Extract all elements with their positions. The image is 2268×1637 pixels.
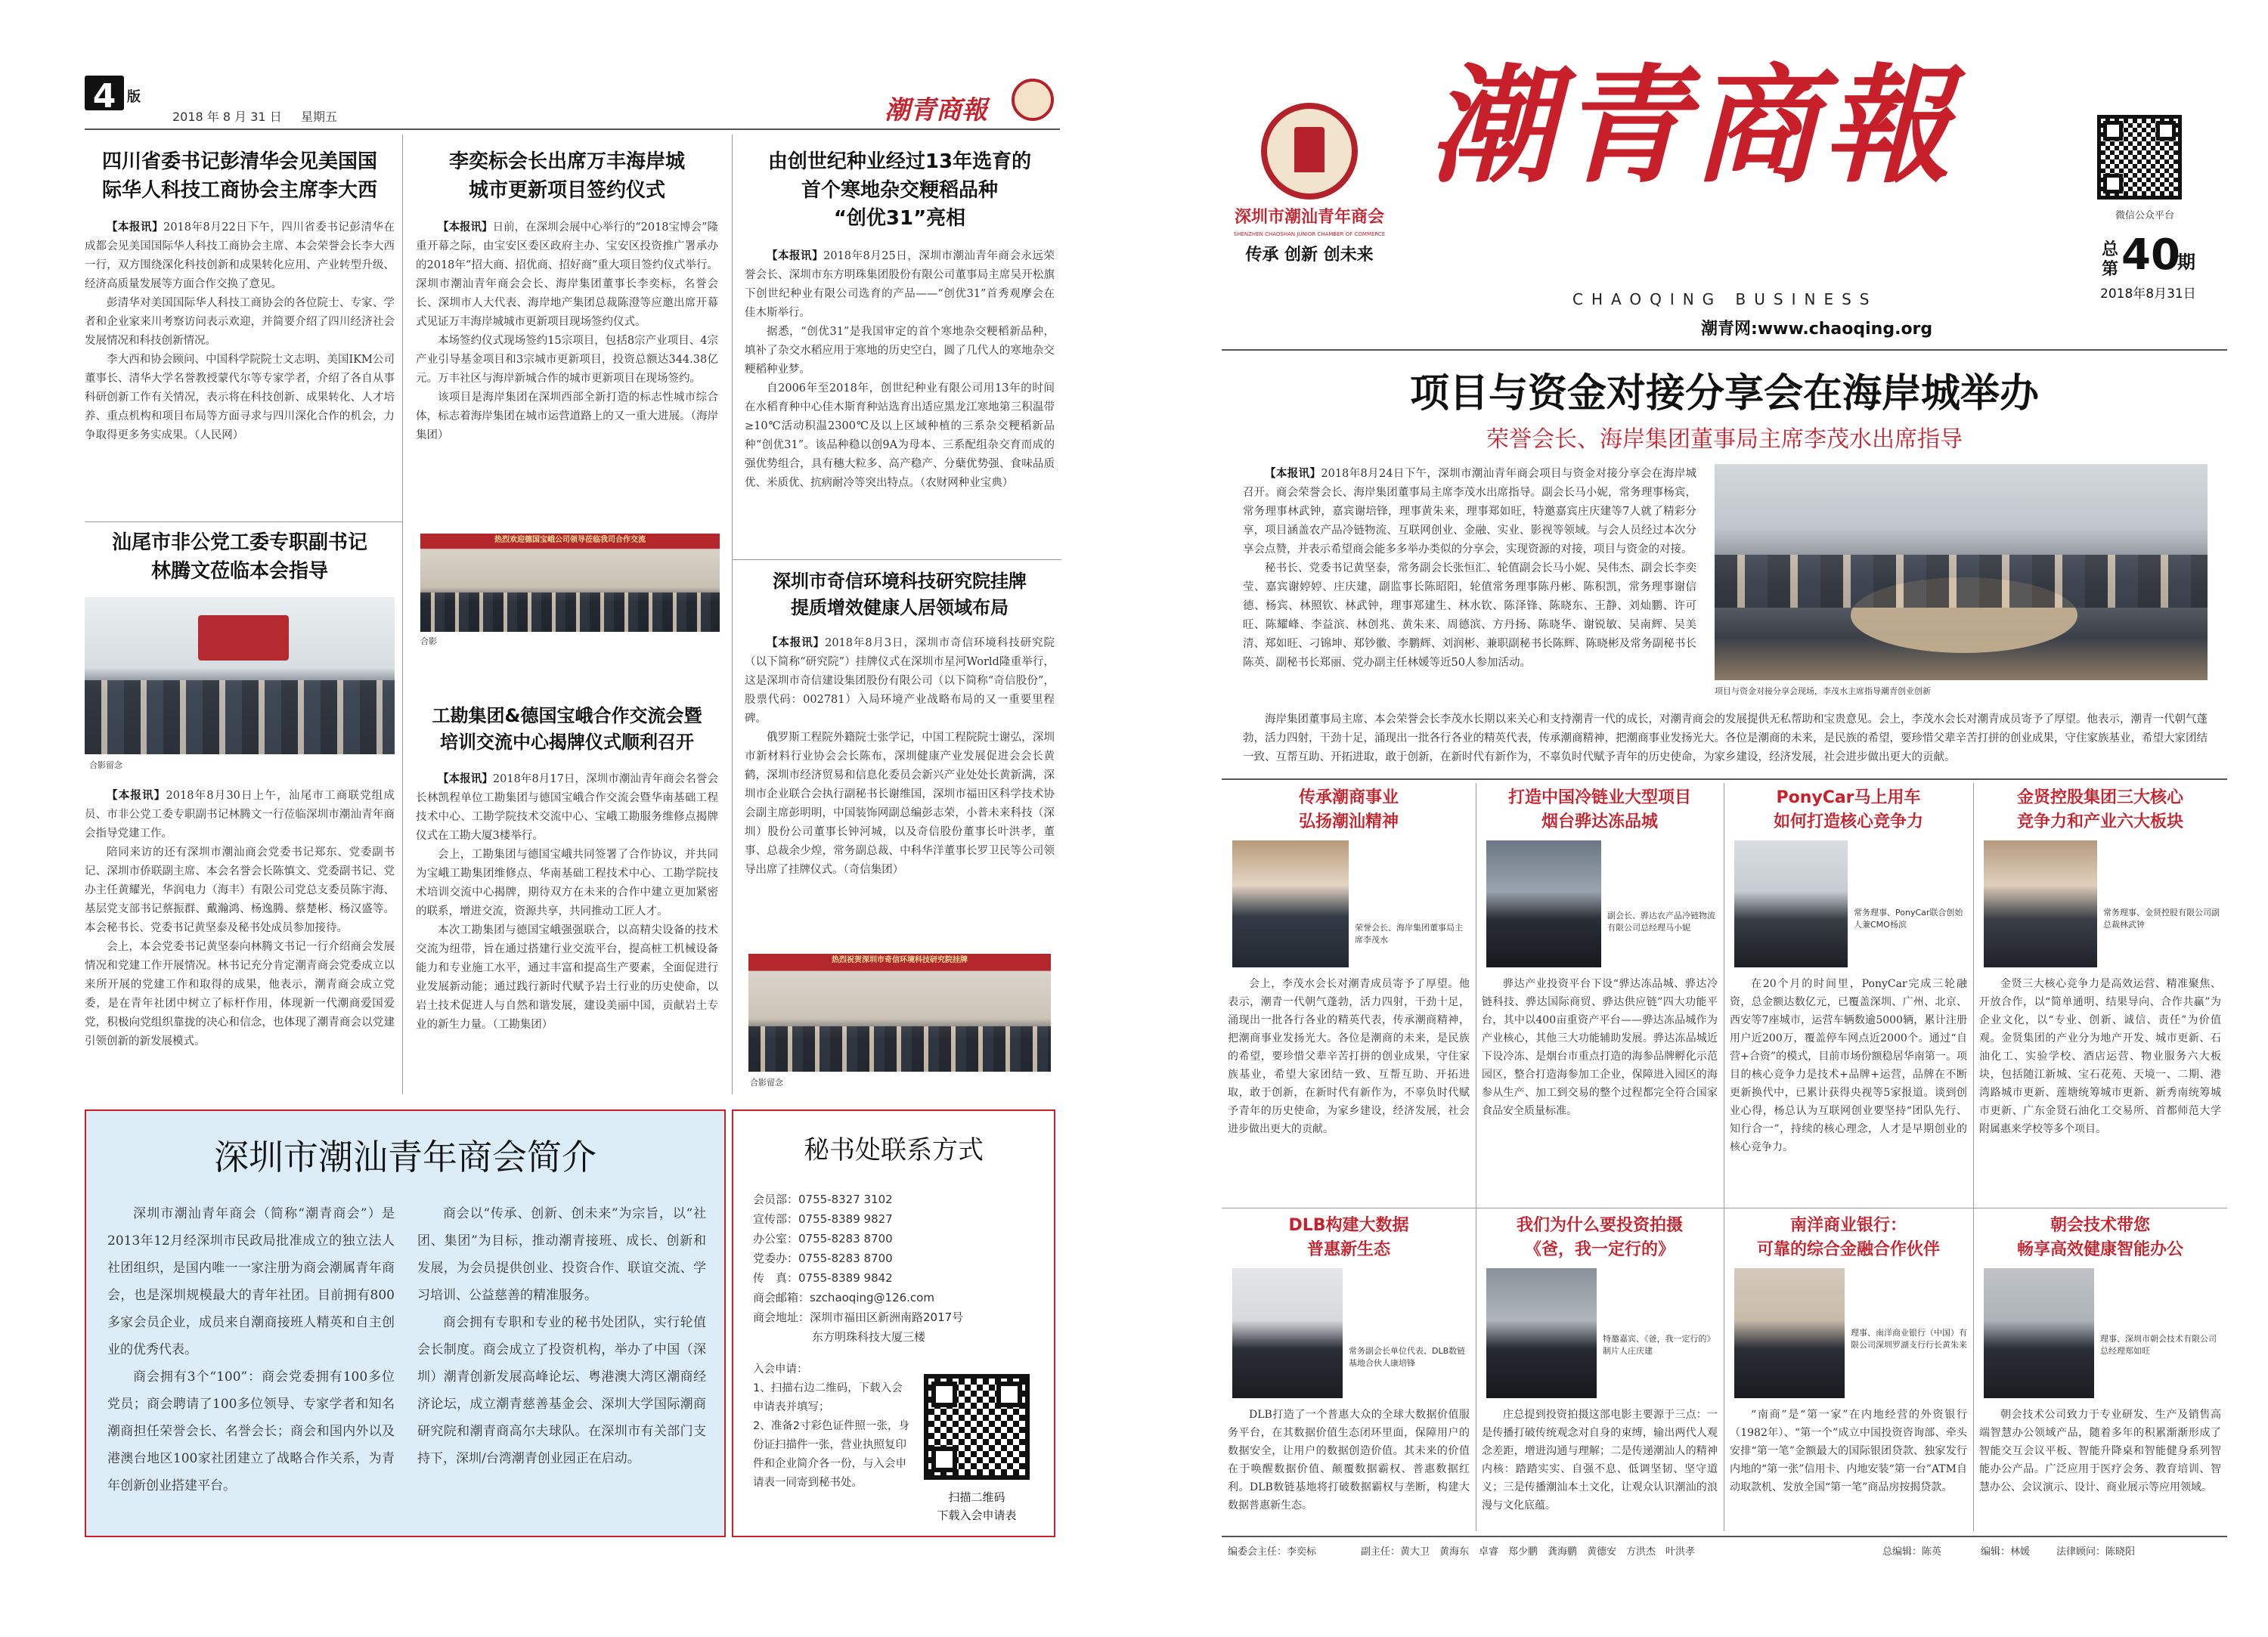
page-number: 4 — [92, 77, 116, 116]
feature-1-title: 传承潮商事业 弘扬潮汕精神 — [1298, 788, 1399, 831]
article-5-body: 【本报讯】2018年8月17日，深圳市潮汕青年商会名誉会长林凯程单位工勘集团与德国宝峨合作交流会暨华南基础工程技术中心、工勘学院技术交流中心、宝峨工勘服务维修点揭牌仪式在工勘大厦3楼举行。 会上，工勘集团与德国宝峨共同签署了合作协议，并共同为宝峨工勘集团维修点、华南基础工程技术中心、工勘学院技术培训交流中心揭牌，期待双方在未来的合作中建立更加紧密的联系，增进交流，资源共享，共同推动工匠人才。 本次工勘集团与德国宝峨强强联合，以高精尖设备的技术交流为纽带，旨在通过搭建行业交流平台，提高桩工机械设备能力和专业施工水平，通过丰富和提高生产要素，全面促进行业发展新动能；通过践行新时代赋予岩土行业的历史使命，以岩土技术促进人与自然和谐发展，建设美丽中国，贡献岩土专业的新生力量。（工勘集团） — [416, 772, 718, 1031]
feature-3-text: 在20个月的时间里，PonyCar完成三轮融资，总金额达数亿元，已覆盖深圳、广州、北京、西安等7座城市，运营车辆数逾5000辆，累计注册用户近200万，覆盖停车网点近2000个。通过“自营+合资”的模式，目前市场份额稳居华南第一。项目的核心竞争力是技术+品牌+运营，品牌在不断更新换代中，已累计获得央视等5家报道。谈到创业心得，杨总认为互联网创业要坚持“团队先行、知行合一”，持续的核心理念，人才是早期创业的核心竞争力。 — [1730, 978, 1967, 1153]
contact-box — [732, 1109, 1055, 1537]
small-seal-icon — [1012, 79, 1054, 121]
feature-3-photo — [1734, 840, 1848, 967]
feature-5-caption: 常务副会长单位代表、DLB数链基地合伙人康培锋 — [1349, 1346, 1466, 1368]
qr-caption-2: 下载入会申请表 — [937, 1509, 1017, 1522]
issue-date: 2018年8月31日 — [2100, 286, 2196, 302]
footer-editor-chief: 编委会主任：李奕标 — [1228, 1546, 1317, 1558]
article-4-title: 汕尾市非公党工委专职副书记 林腾文莅临本会指导 — [111, 531, 367, 583]
issue-prefix: 总第 — [2101, 240, 2118, 279]
small-logo-text: 潮青商報 — [885, 95, 987, 125]
footer-deputies: 副主任：黄大卫 黄海东 卓睿 郑少鹏 龚海鹏 黄德安 方洪杰 叶洪孝 — [1361, 1546, 1696, 1558]
main-meeting-photo — [1715, 464, 2208, 680]
feature-4-title: 金贤控股集团三大核心 竞争力和产业六大板块 — [2016, 788, 2183, 831]
article-4-body: 【本报讯】2018年8月30日上午，汕尾市工商联党组成员、市非公党工委专职副书记林腾文一行莅临深圳市潮汕青年商会指导党建工作。 陪同来访的还有深圳市潮汕商会党委书记郑东、党委副书记、深圳市侨联副主席、本会名誉会长陈慎文、党委副书记、党办主任黄耀光，华润电力（海丰）有限公司党总支委员陈宇海、基层党支部书记蔡振群、戴瀚鸿、杨逸腾、蔡楚彬、杨汉盛等。本会秘书长、党委书记黄坚泰及秘书处成员参加接待。 会上，本会党委书记黄坚泰向林腾文书记一行介绍商会发展情况和党建工作开展情况。林书记充分肯定潮青商会党委成立以来所开展的党建工作和取得的成果，他表示，潮青商会成立党委，是在青年社团中树立了标杆作用，体现新一代潮商爱国爱党，积极向党组织靠拢的决心和信念，也体现了潮青商会以党建引领创新的新发展模式。 — [85, 789, 395, 1047]
feature-8-title: 朝会技术带您 畅享高效健康智能办公 — [2016, 1216, 2183, 1259]
main-story-col-2: 海岸集团董事局主席、本会荣誉会长李茂水长期以来关心和支持潮青一代的成长，对潮青商会的发展提供无私帮助和宝贵意见。会上，李茂水会长对潮青成员寄予了厚望。他表示，潮青一代朝气蓬勃，活力四射，干劲十足，涌现出一批各行各业的精英代表，传承潮商精神，把潮商事业发扬光大。各位是潮商的未来，是民族的希望，要珍惜父辈辛苦打拼的创业成果，守住家族基业，希望大家团结一致、互帮互助、开拓进取，敢于创新，在新时代有新作为，不辜负时代赋予青年的历史使命，为家乡建设，经济发展，社会进步做出更大的贡献。 — [1243, 713, 2208, 763]
feature-1-caption: 荣誉会长、海岸集团董事局主席李茂水 — [1355, 923, 1463, 945]
group-photo-qixin: 热烈祝贺深圳市奇信环境科技研究院挂牌 — [748, 954, 1051, 1072]
photo-caption-qixin: 合影留念 — [750, 1078, 783, 1088]
intro-box — [85, 1109, 726, 1537]
join-qr-code-icon[interactable] — [924, 1374, 1030, 1480]
feature-7-title: 南洋商业银行： 可靠的综合金融合作伙伴 — [1756, 1216, 1940, 1259]
article-1-body: 【本报讯】2018年8月22日下午，四川省委书记彭清华在成都会见美国国际华人科技工商协会主席、本会荣誉会长李大西一行，双方围绕深化科技创新和成果转化应用、产业转型升级、经济高质量发展等方面合作交换了意见。 彭清华对美国国际华人科技工商协会的各位院士、专家、学者和企业家来川考察访问表示欢迎，并简要介绍了四川经济社会发展情况和科技创新情况。 李大西和协会顾问、中国科学院院士文志明、美国IKM公司董事长、清华大学名誉教授蒙代尔等专家学者，介绍了各自从事科研创新工作有关情况，表示将在科技创新、成果转化、人才培养、重点机构和项目布局等方面寻求与四川深化合作的机会，力争取得更多务实成果。（人民网） — [85, 221, 395, 441]
main-story-col-1: 【本报讯】2018年8月24日下午，深圳市潮汕青年商会项目与资金对接分享会在海岸城召开。商会荣誉会长、海岸集团董事局主席李茂水出席指导。副会长马小妮，常务理事杨宾，常务理事林武钟，嘉宾谢培锋，理事黄朱来，理事郑如旺，特邀嘉宾庄庆建等7人就了精彩分享，项目涵盖农产品冷链物流、互联网创业、金融、实业、影视等领域。与会人员经过本次分享会点赞，并表示希望商会能多多举办类似的分享会，实现资源的对接，项目与资金的对接。 秘书长、党委书记黄坚泰，常务副会长张恒汇、轮值副会长马小妮、吴伟杰、副会长李奕莹、嘉宾谢婷婷、庄庆建，副监事长陈昭阳，轮值常务理事陈丹彬、陈积凯，常务理事谢信德、杨宾、林照钦、林武钟，理事郑建生、林水钦、陈泽锋、陈晓东、王静、刘灿鹏、许可旺、陈耀峰、李益滨、林创兆、黄朱来、周德滨、方丹扬、陈晓华、谢锐敏、吴南辉、吴美清、郑如旺、刁锦坤、郑钞徽、李鹏辉、刘润彬、兼职副秘书长陈辉、陈晓彬及常务副秘书长陈英、副秘书长郑丽、党办副主任林媛等近50人参加活动。 — [1243, 467, 1696, 669]
feature-6-title: 我们为什么要投资拍摄 《爸，我一定行的》 — [1516, 1216, 1683, 1259]
association-slogan: 传承 创新 创未来 — [1245, 246, 1374, 265]
feature-8-text: 朝会技术公司致力于专业研发、生产及销售高端智慧办公领域产品，随着多年的积累渐渐形成了智能交互会议平板、智能升降桌和智能健身系列智能办公产品。广泛应用于医疗会务、教育培训、智慧办公、会议演示、设计、商业展示等应用领域。 — [1979, 1409, 2221, 1493]
group-photo-baoe: 热烈欢迎德国宝峨公司领导莅临我司合作交流 — [420, 534, 720, 632]
feature-5-title: DLB构建大数据 普惠新生态 — [1288, 1216, 1409, 1259]
footer-legal: 法律顾问：陈晓阳 — [2056, 1546, 2136, 1558]
feature-6-text: 庄总提到投资拍摄这部电影主要源于三点：一是传播打破传统观念对自身的束缚，输出两代人观念差距，增进沟通与理解；二是传递潮汕人的精神内核：踏踏实实、自强不息、低调坚韧、坚守道义；三是传播潮汕本土文化，让观众认识潮汕的浪漫与文化底蕴。 — [1482, 1409, 1718, 1512]
intro-title: 深圳市潮汕青年商会简介 — [214, 1137, 596, 1177]
article-1-title: 四川省委书记彭清华会见美国国 际华人科技工商协会主席李大西 — [101, 150, 377, 202]
page-weekday: 星期五 — [301, 110, 338, 124]
feature-3-title: PonyCar马上用车 如何打造核心竞争力 — [1773, 788, 1923, 831]
feature-3-caption: 常务理事、PonyCar联合创始人兼CMO杨滨 — [1854, 908, 1963, 930]
group-photo-shanwei — [85, 597, 395, 754]
photo-caption-baoe: 合影 — [420, 636, 437, 646]
headline: 项目与资金对接分享会在海岸城举办 — [1409, 371, 2039, 416]
feature-4-text: 金贤三大核心竞争力是高效运营、精准聚焦、开放合作，以“简单通明、结果导向、合作共赢”为企业文化，以“专业、创新、诚信、责任”为价值观。金贤集团的产业分为地产开发、城市更新、石油化工、实验学校、酒店运营、物业服务六大板块，包括随江新城、宝石花苑、天境一、二期、港湾路城市更新、莲塘统筹城市更新、新秀南统筹城市更新、广东金贤石油化工交易所、首都师范大学附属惠来学校等多个项目。 — [1979, 978, 2221, 1135]
feature-6-photo — [1486, 1268, 1597, 1398]
association-name-en: SHENZHEN CHAOSHAN JUNIOR CHAMBER OF COMMERCE — [1233, 231, 1386, 237]
feature-7-photo — [1734, 1268, 1845, 1398]
footer-editor: 编辑：林媛 — [1981, 1546, 2031, 1558]
feature-7-caption: 理事、南洋商业银行（中国）有限公司深圳罗湖支行行长黄朱来 — [1851, 1328, 1967, 1350]
article-3-body: 【本报讯】2018年8月25日，深圳市潮汕青年商会永远荣誉会长、深圳市东方明珠集团股份有限公司董事局主席吴开松旗下创世纪种业有限公司选育的产品——“创优31”首秀观摩会在佳木斯举行。 据悉，“创优31”是我国审定的首个寒地杂交粳稻新品种，填补了杂交水稻应用于寒地的历史空白，圆了几代人的寒地杂交粳稻种业梦。 自2006年至2018年，创世纪种业有限公司用13年的时间在水稻育种中心佳木斯育种站选育出适应黑龙江寒地第三积温带≥10℃活动积温2300℃及以上区域种植的三系杂交粳稻新品种“创优31”。该品种稳以创9A为母本、三系配组杂交育而成的强优势组合，具有穗大粒多、高产稳产、分蘖优势强、食味品质优、米质优、抗病耐冷等突出特点。（农财网种业宝典） — [745, 249, 1055, 489]
feature-8-photo — [1984, 1268, 2094, 1398]
feature-1-text: 会上，李茂水会长对潮青成员寄予了厚望。他表示，潮青一代朝气蓬勃，活力四射，干劲十足，涌现出一批各行各业的精英代表，传承潮商精神，把潮商事业发扬光大。各位是潮商的未来，是民族的希望，要珍惜父辈辛苦打拼的创业成果，守住家族基业，希望大家团结一致、互帮互助、开拓进取，敢于创新，在新时代有新作为，不辜负时代赋予青年的历史使命，为家乡建设，经济发展，社会进步做出更大的贡献。 — [1228, 978, 1470, 1135]
association-name: 深圳市潮汕青年商会 — [1234, 208, 1384, 227]
contact-lines: 会员部：0755-8327 3102 宣传部：0755-8389 9827 办公室：0755-8283 8700 党委办：0755-8283 8700 传 真：0755-8389 9842 商会邮箱：szchaoqing@126.com 商会地址：深圳市福田区新洲南路2017号 东方明珠科技大厦三楼 — [753, 1193, 964, 1344]
feature-6-caption: 特邀嘉宾、《爸，我一定行的》制片人庄庆建 — [1603, 1334, 1715, 1356]
qr-caption-1: 扫描二维码 — [948, 1490, 1005, 1504]
left-page — [0, 0, 1089, 1637]
right-page — [1179, 0, 2268, 1637]
intro-col-1: 深圳市潮汕青年商会（简称“潮青商会”）是2013年12月经深圳市民政局批准成立的独立法人社团组织，是国内唯一一家注册为商会潮属青年商会，也是深圳规模最大的青年社团。目前拥有800多家会员企业，成员来自潮商接班人精英和自主创业的优秀代表。 商会拥有3个“100”：商会党委拥有100多位党员；商会聘请了100多位领导、专家学者和知名潮商担任荣誉会长、名誉会长；商会和国内外以及港澳台地区100家社团建立了战略合作关系，为青年创新创业搭建平台。 — [107, 1206, 395, 1493]
article-2-title: 李奕标会长出席万丰海岸城 城市更新项目签约仪式 — [448, 150, 685, 202]
page-suffix: 版 — [127, 89, 141, 105]
feature-7-text: “南商”是“第一家”在内地经营的外资银行（1982年）、“第一个”成立中国投资咨询部、牵头安排“第一笔”金额最大的国际银团贷款、独家发行内地的“第一张”信用卡、内地安装“第一台”ATM自动取款机、发放全国“第一笔”商品房按揭贷款。 — [1730, 1409, 1967, 1493]
association-seal-icon — [1261, 103, 1358, 200]
masthead-en: CHAOQING BUSINESS — [1572, 290, 1878, 308]
contact-title: 秘书处联系方式 — [804, 1135, 984, 1165]
page-date: 2018 年 8 月 31 日 — [172, 110, 282, 124]
feature-2-text: 骅达产业投资平台下设“骅达冻品城、骅达冷链科技、骅达国际商贸、骅达供应链”四大功能平台，其中以400亩重资产平台——骅达冻品城作为产业核心，其他三大功能辅助发展。骅达冻品城近下设冷冻、是烟台市重点打造的海参品牌孵化示范园区，整合打造海参加工企业，保障进入园区的海参从生产、加工到交易的整个过程都完全符合国家食品安全质量标准。 — [1482, 978, 1718, 1117]
intro-col-2: 商会以“传承、创新、创未来”为宗旨，以“社团、集团”为目标，推动潮青接班、成长、创新和发展，为会员提供创业、投资合作、联谊交流、学习培训、公益慈善的精准服务。 商会拥有专职和专业的秘书处团队，实行轮值会长制度。商会成立了投资机构，举办了中国（深圳）潮青创新发展高峰论坛、粤港澳大湾区潮商经济论坛，成立潮青慈善基金会、深圳大学国际潮商研究院和潮青商高尔夫球队。在深圳市有关部门支持下，深圳/台湾潮青创业园正在启动。 — [417, 1206, 706, 1466]
wechat-qr-code-icon[interactable] — [2097, 115, 2182, 200]
feature-4-photo — [1984, 840, 2097, 967]
feature-5-text: DLB打造了一个普惠大众的全球大数据价值服务平台，在其数据价值生态闭环里面，保障用户的数据安全，让用户的数据创造价值。其未来的价值在于唤醒数据价值、颠覆数据霸权、普惠数据红利。DLB数链基地将打破数据霸权与垄断，构建大数据普惠新生态。 — [1228, 1409, 1470, 1512]
feature-2-photo — [1486, 840, 1601, 967]
feature-2-title: 打造中国冷链业大型项目 烟台骅达冻品城 — [1507, 788, 1691, 831]
masthead-title: 潮青商報 — [1429, 51, 1955, 200]
main-photo-caption: 项目与资金对接分享会现场，李茂水主席指导潮青创业创新 — [1715, 686, 1931, 696]
footer-chief-editor: 总编辑：陈英 — [1882, 1546, 1942, 1558]
subheadline: 荣誉会长、海岸集团董事局主席李茂水出席指导 — [1486, 426, 1963, 453]
article-3-title: 由创世纪种业经过13年选育的 首个寒地杂交粳稻品种 “创优31”亮相 — [767, 150, 1032, 231]
photo-caption-shanwei: 合影留念 — [89, 760, 122, 770]
article-6-body: 【本报讯】2018年8月3日，深圳市奇信环境科技研究院（以下简称“研究院”）挂牌仪式在深圳市星河World隆重举行，这是深圳市奇信建设集团股份有限公司（以下简称“奇信股份”，股票代码：002781）入局环境产业战略布局的又一重要里程碑。 俄罗斯工程院外籍院士张学记，中国工程院院士谢弘，深圳市新材料行业协会会长陈布，深圳健康产业发展促进会会长黄鹤，深圳市经济贸易和信息化委员会新兴产业处处长黄新满，深圳市企业联合会执行副秘书长谢维国，深圳市福田区科学技术协会副主席彭明明，中国装饰网副总编彭志荣，小普未来科技（深圳）股份公司董事长钟河城，以及奇信股份董事长叶洪孝，董事、总裁余少煌，常务副总裁、中科华洋董事长罗卫民等公司领导出席了挂牌仪式。（奇信集团） — [745, 636, 1055, 876]
feature-4-caption: 常务理事、金贤控股有限公司副总裁林武钟 — [2103, 908, 2220, 930]
wechat-label: 微信公众平台 — [2115, 210, 2175, 221]
issue-suffix: 期 — [2177, 252, 2195, 273]
article-5-title: 工勘集团&德国宝峨合作交流会暨 培训交流中心揭牌仪式顺利召开 — [432, 705, 702, 753]
article-2-body: 【本报讯】日前，在深圳会展中心举行的“2018宝博会”隆重开幕之际，由宝安区委区政府主办、宝安区投资推广署承办的2018年“招大商、招优商、招好商”重大项目签约仪式举行。深圳市潮汕青年商会会长、海岸集团董事长李奕标，名誉会长、深圳市人大代表、海岸地产集团总裁陈澄等应邀出席开幕式见证万丰海岸城城市更新项目现场签约仪式。 本场签约仪式现场签约15宗项目，包括8宗产业项目、4宗产业引导基金项目和3宗城市更新项目，投资总额达344.38亿元。万丰社区与海岸新城合作的城市更新项目在现场签约。 该项目是海岸集团在深圳西部全新打造的标志性城市综合体，标志着海岸集团在城市运营道路上的又一重大进展。（海岸集团） — [416, 221, 718, 441]
issue-number: 40 — [2121, 231, 2180, 280]
website[interactable]: 潮青网:www.chaoqing.org — [1701, 320, 1933, 339]
feature-8-caption: 理事、深圳市朝会技术有限公司总经理郑如旺 — [2100, 1334, 2217, 1356]
feature-2-caption: 副会长、骅达农产品冷链物流有限公司总经理马小妮 — [1607, 911, 1715, 933]
feature-5-photo — [1232, 1268, 1343, 1398]
article-6-title: 深圳市奇信环境科技研究院挂牌 提质增效健康人居领域布局 — [773, 571, 1027, 618]
join-section: 入会申请： 1、扫描右边二维码，下载入会申请表并填写； 2、准备2寸彩色证件照一张，身份证扫描件一张，营业执照复印件和企业简介各一份，与入会申请表一同寄到秘书处。 — [753, 1363, 909, 1489]
feature-1-photo — [1232, 840, 1349, 967]
